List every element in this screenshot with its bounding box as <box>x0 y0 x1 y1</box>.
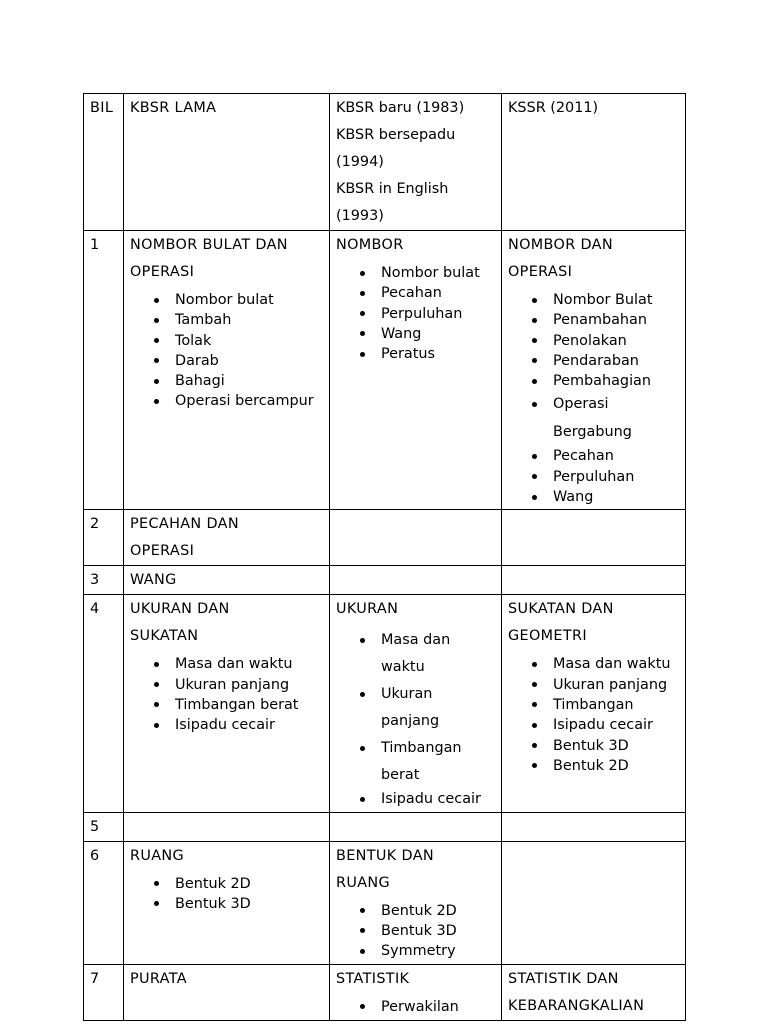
list-item: Bentuk 3D <box>381 921 501 941</box>
list-item: Bentuk 2D <box>175 874 329 894</box>
list-item: Tambah <box>175 310 329 330</box>
topic-list <box>130 654 329 735</box>
curriculum-comparison-table <box>83 93 686 1021</box>
list-item: Timbangan <box>553 695 685 715</box>
list-item: Ukuran panjang <box>381 681 481 735</box>
list-item: Darab <box>175 351 329 371</box>
section-title: STATISTIK <box>336 970 410 987</box>
list-item: Timbangan berat <box>381 735 481 789</box>
list-item: Wang <box>553 487 685 507</box>
section-title: OPERASI <box>130 264 195 280</box>
list-item: Operasi bercampur <box>175 391 329 411</box>
kbsr-baru-cell <box>330 566 502 595</box>
kssr-cell <box>502 964 686 1020</box>
section-title: NOMBOR DAN <box>508 237 613 253</box>
section-title: RUANG <box>130 847 185 864</box>
section-title: OPERASI <box>508 264 573 280</box>
kbsr-lama-cell <box>124 510 330 566</box>
list-item: Ukuran panjang <box>175 675 329 695</box>
kbsr-baru-cell <box>330 964 502 1020</box>
list-item: Masa dan waktu <box>381 627 481 681</box>
topic-list <box>508 654 685 776</box>
section-title: SUKATAN <box>130 628 199 645</box>
list-item: Peratus <box>381 344 501 364</box>
section-title: UKURAN DAN <box>130 601 230 618</box>
table-row <box>84 964 686 1020</box>
topic-list <box>336 263 501 364</box>
row-number: 2 <box>84 510 124 566</box>
section-title: OPERASI <box>130 543 195 560</box>
topic-list <box>130 874 329 915</box>
list-item: Operasi Bergabung <box>553 391 685 446</box>
kbsr-baru-cell <box>330 841 502 964</box>
list-item: Ukuran panjang <box>553 675 685 695</box>
list-item: Isipadu cecair <box>553 715 685 735</box>
list-item: Bentuk 3D <box>175 894 329 914</box>
header-line: (1994) <box>336 154 384 170</box>
row-number: 6 <box>84 841 124 964</box>
topic-list <box>336 901 501 962</box>
list-item: Bahagi <box>175 371 329 391</box>
table-row <box>84 841 686 964</box>
header-kbsr-lama: KBSR LAMA <box>124 94 330 231</box>
section-title: PECAHAN DAN <box>130 516 239 533</box>
section-title: STATISTIK DAN <box>508 970 619 987</box>
section-title: SUKATAN DAN <box>508 601 614 618</box>
kssr-cell <box>502 231 686 510</box>
topic-list <box>130 290 329 412</box>
list-item: Timbangan berat <box>175 695 329 715</box>
kbsr-lama-cell <box>124 595 330 812</box>
kbsr-lama-cell <box>124 964 330 1020</box>
list-item: Nombor bulat <box>175 290 329 310</box>
list-item: Bentuk 2D <box>381 901 501 921</box>
list-item: Symmetry <box>381 941 501 961</box>
kbsr-lama-cell <box>124 812 330 841</box>
section-title: RUANG <box>336 874 391 891</box>
row-number: 5 <box>84 812 124 841</box>
list-item: Bentuk 3D <box>553 736 685 756</box>
header-line: KBSR in English <box>336 181 449 197</box>
kssr-cell <box>502 510 686 566</box>
row-number: 1 <box>84 231 124 510</box>
list-item: Perpuluhan <box>553 467 685 487</box>
table-row <box>84 812 686 841</box>
list-item: Perpuluhan <box>381 304 501 324</box>
header-line: KBSR bersepadu <box>336 127 456 143</box>
kbsr-baru-cell <box>330 510 502 566</box>
section-title: NOMBOR BULAT DAN <box>130 237 288 253</box>
row-number: 3 <box>84 566 124 595</box>
list-item: Tolak <box>175 331 329 351</box>
list-item: Isipadu cecair <box>381 789 481 809</box>
kbsr-baru-cell <box>330 231 502 510</box>
header-line: KBSR baru (1983) <box>336 100 465 116</box>
section-title: NOMBOR <box>336 237 404 253</box>
list-item: Perwakilan <box>381 997 501 1017</box>
topic-list <box>508 290 685 507</box>
section-title: KEBARANGKALIAN <box>508 997 645 1014</box>
kssr-cell <box>502 841 686 964</box>
topic-list <box>336 997 501 1017</box>
kbsr-baru-cell <box>330 812 502 841</box>
header-row <box>84 94 686 231</box>
section-title: BENTUK DAN <box>336 847 435 864</box>
list-item: Wang <box>381 324 501 344</box>
header-bil: BIL <box>84 94 124 231</box>
table-row <box>84 566 686 595</box>
kssr-cell <box>502 812 686 841</box>
kbsr-lama-cell <box>124 841 330 964</box>
list-item: Penambahan <box>553 310 685 330</box>
kbsr-baru-cell <box>330 595 502 812</box>
section-title: PURATA <box>130 970 187 987</box>
list-item: Pendaraban <box>553 351 685 371</box>
kssr-cell <box>502 595 686 812</box>
section-title: UKURAN <box>336 601 399 618</box>
table-row <box>84 231 686 510</box>
section-title: WANG <box>130 572 177 589</box>
header-line: (1993) <box>336 208 384 224</box>
kbsr-lama-cell <box>124 231 330 510</box>
list-item: Masa dan waktu <box>553 654 685 674</box>
list-item: Masa dan waktu <box>175 654 329 674</box>
topic-list <box>336 627 501 809</box>
section-title: GEOMETRI <box>508 628 587 645</box>
header-kssr: KSSR (2011) <box>502 94 686 231</box>
kbsr-lama-cell <box>124 566 330 595</box>
list-item: Nombor Bulat <box>553 290 685 310</box>
list-item: Bentuk 2D <box>553 756 685 776</box>
kssr-cell <box>502 566 686 595</box>
table-row <box>84 510 686 566</box>
list-item: Pecahan <box>381 283 501 303</box>
row-number: 4 <box>84 595 124 812</box>
header-kbsr-baru <box>330 94 502 231</box>
list-item: Pecahan <box>553 446 685 466</box>
list-item: Penolakan <box>553 331 685 351</box>
list-item: Isipadu cecair <box>175 715 329 735</box>
list-item: Nombor bulat <box>381 263 501 283</box>
row-number: 7 <box>84 964 124 1020</box>
table-row <box>84 595 686 812</box>
list-item: Pembahagian <box>553 371 685 391</box>
